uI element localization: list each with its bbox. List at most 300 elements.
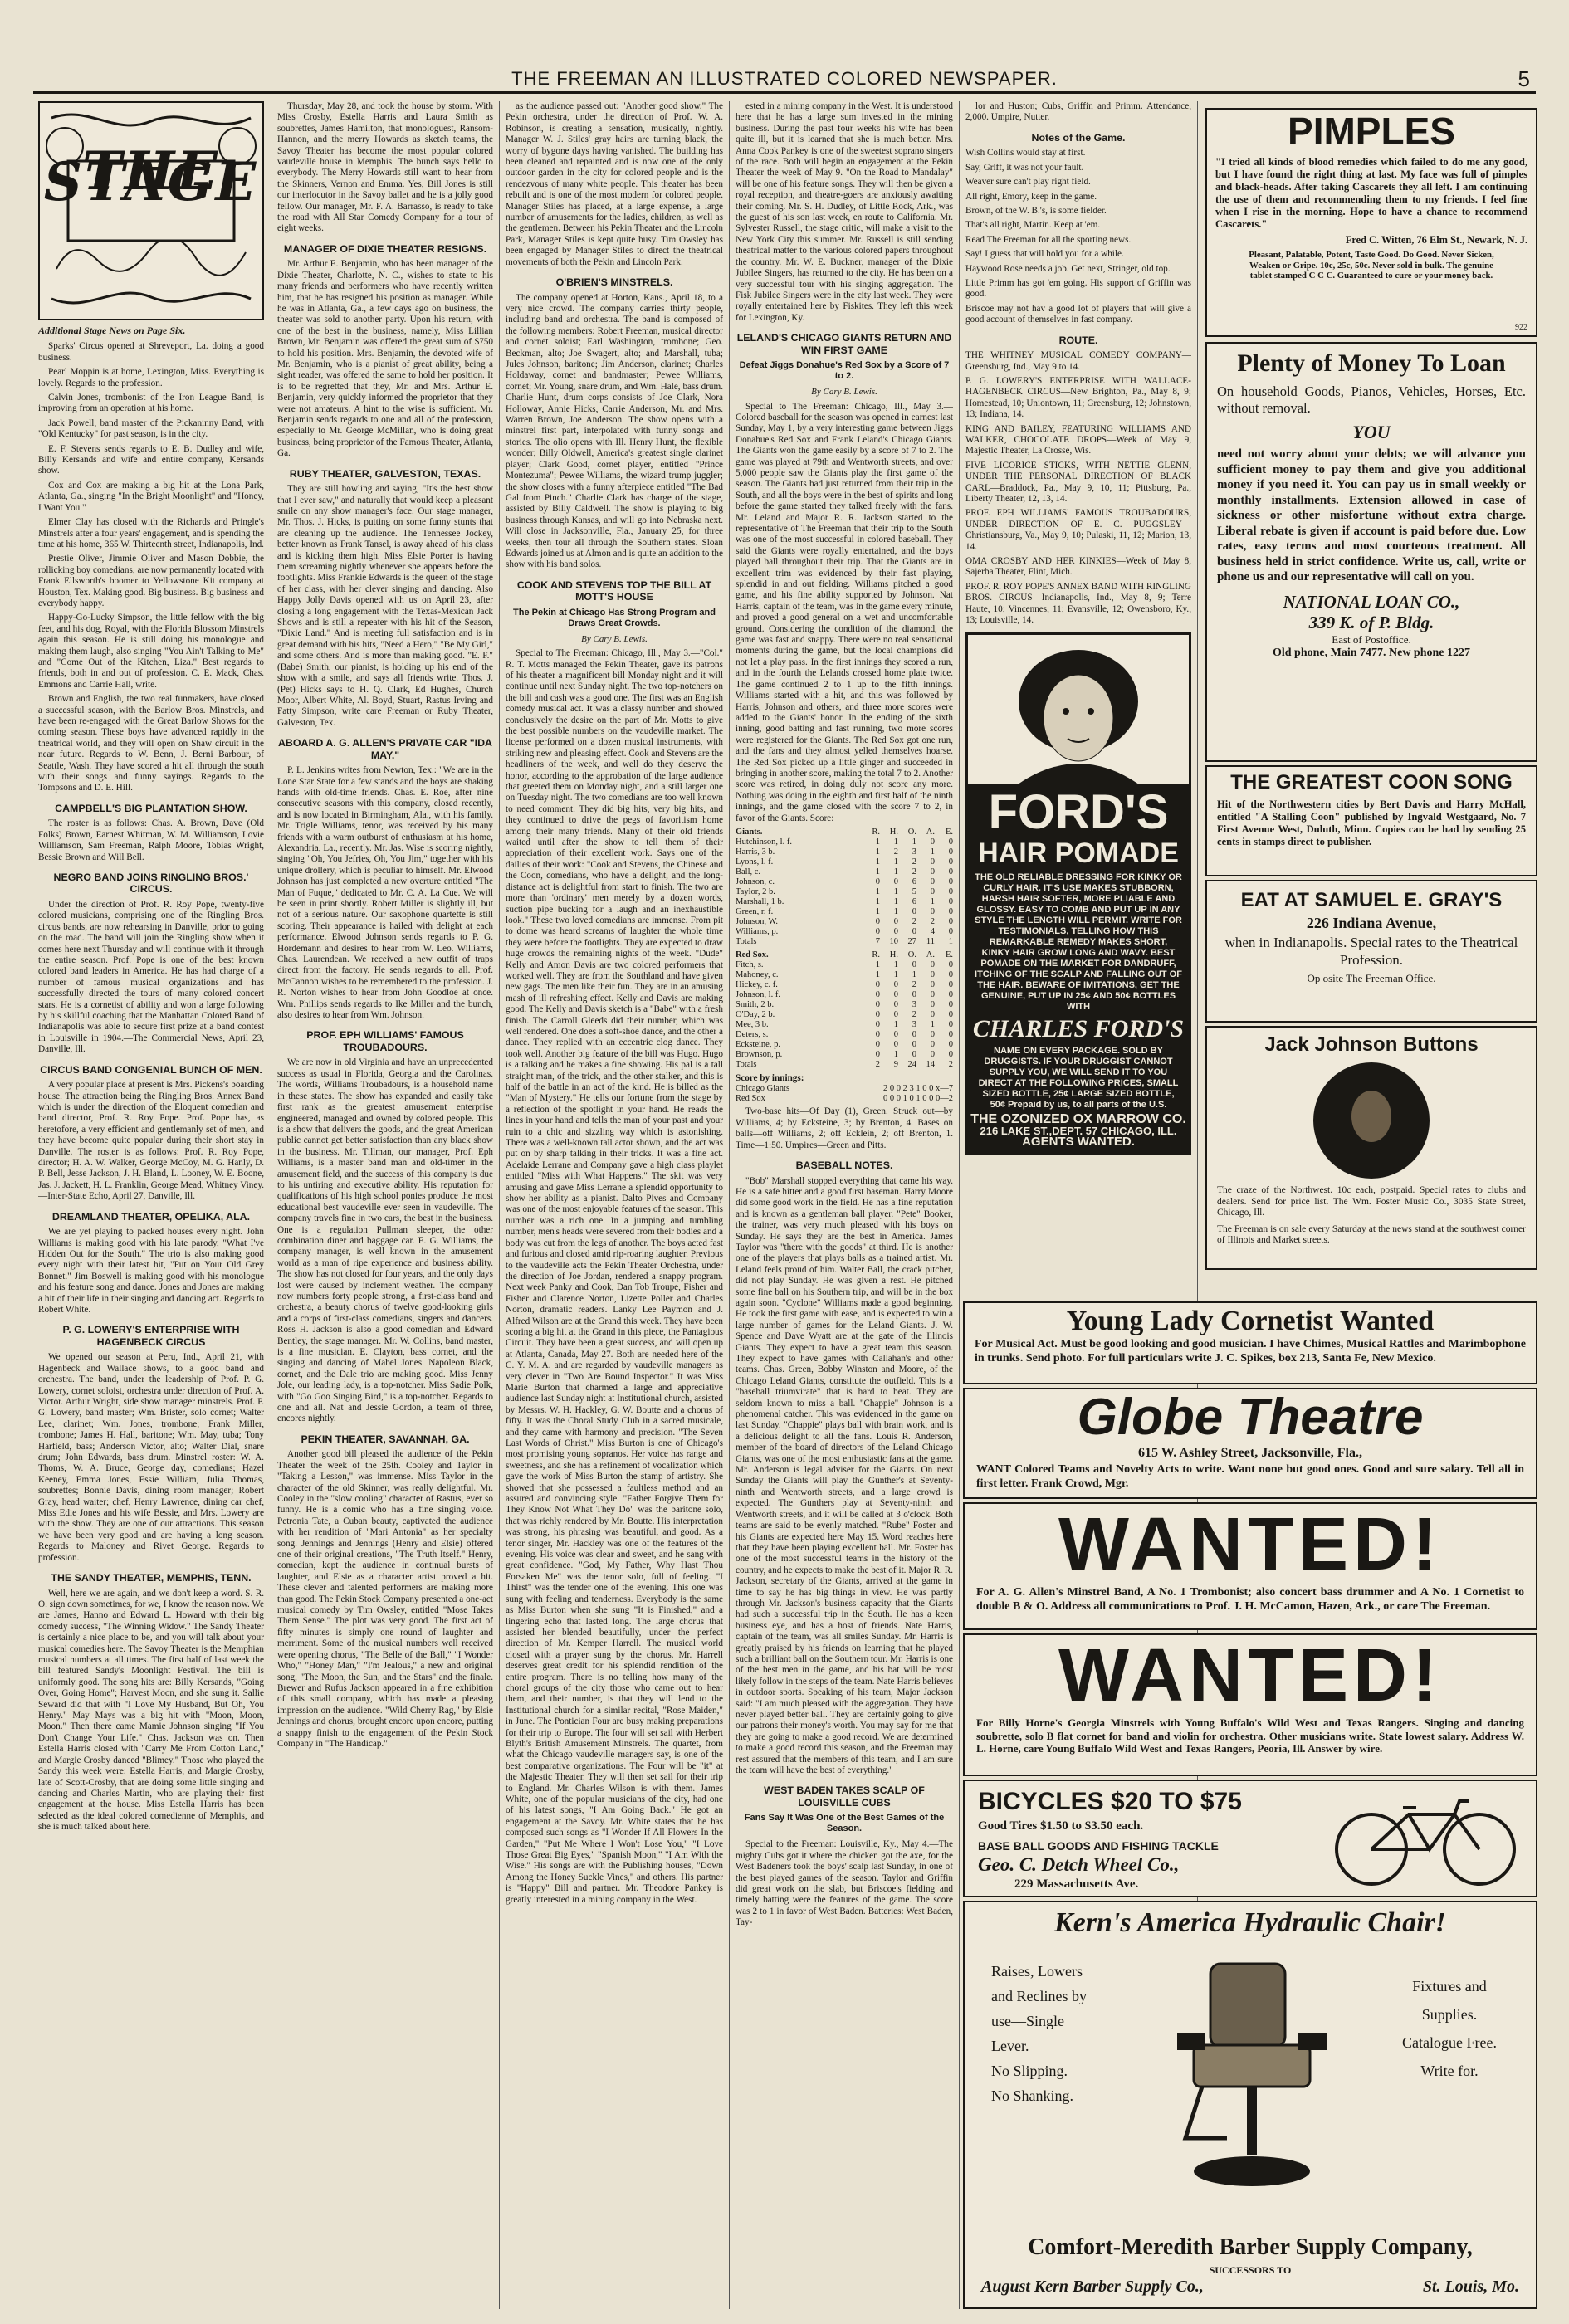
table-cell: 27	[907, 936, 916, 946]
table-cell: 0	[912, 1049, 916, 1059]
article-headline: CIRCUS BAND CONGENIAL BUNCH OF MEN.	[40, 1063, 262, 1076]
cornetist-title: Young Lady Cornetist Wanted	[1066, 1306, 1435, 1336]
article-headline: COOK AND STEVENS TOP THE BILL AT MOTT'S HOUSE	[516, 579, 712, 603]
brief-item: E. F. Stevens sends regards to E. B. Dudley and wife, Billy Kersands and wife and entire company, Kersands show.	[38, 443, 264, 476]
stat-header: H.	[889, 827, 898, 837]
table-cell: 0	[930, 906, 935, 916]
pimples-body: "I tried all kinds of blood remedies which failed to do me any good, but I have found the right thing at last. My face was full of pimples and black-heads. After taking Cascarets they all left. I am continuing the use of them and recommending them to my friends. I feel fine when I rise in the morning. Hope to have a chance to recommend Cascarets."	[1215, 156, 1527, 230]
table-cell: 0	[948, 876, 953, 886]
table-cell: Brownson, p.	[736, 1049, 783, 1059]
table-row	[736, 1094, 953, 1104]
table-cell: 2	[948, 1059, 953, 1069]
table-cell: 0	[930, 1039, 935, 1049]
stat-header: A.	[926, 950, 935, 959]
route-list	[965, 350, 1191, 626]
table-cell: 0	[930, 1049, 935, 1059]
article-text: We opened our season at Peru, Ind., April 21, with Hagenbeck and Wallace shows, to a good band and orchestra. The band, under the leadership of Prof. P. G. Lowery, cornet soloist, orchestra under direction of Prof. A. Victor. Arthur Wright, side show manager minstrels. Prof. P. G. Lowery, band master; Wm. Brister, solo cornet; Walter Lee, clarinet; Wm. Jones, trombone; Frank Miller, trombone; James H. Hall, baritone; Wm. May, tuba; Tony Harfield, bass; Anderson Victor, alto; Walter Dial, snare drum; John Edwards, bass drum. Minstrel roster: W. A. Thoms, W. A. Bruce, George day, comedians; Hazel Keeney, Emma Jones, Essie William, Julia Thomas, soubrettes; Bonnie Davis, dining room manager; Robert Gray, head waiter; chef, Henry Lawrence, dining car chef, Miss Edie Jones and his wife Bessie, and Mrs. Lowery are with the show. They are one of our attractions. This season we have been very good and are having a long season. Regards to Maloney and Rivet George. Regards to profession.	[38, 1352, 264, 1563]
article-text: The roster is as follows: Chas. A. Brown, Dave (Old Folks) Brown, Earnest Whitman, W. M. Williamson, Lovie Williamson, Sam Freeman, Ralph Moore, Tobias Wright, Bessie Brown and Will Bell.	[38, 818, 264, 862]
kern-successors: SUCCESSORS TO	[1209, 2264, 1292, 2276]
stat-header: A.	[926, 827, 935, 837]
box-header-row	[736, 828, 953, 837]
pimples-fine-print: Pleasant, Palatable, Potent, Taste Good. Do Good. Never Sicken, Weaken or Gripe. 10c, 25c, 50c. Never sold in bulk. The genuine tablet stamped C C C. Guaranteed to cure or your money back.	[1249, 250, 1494, 281]
table-cell: 0	[948, 926, 953, 936]
table-cell: 0	[893, 979, 898, 989]
article-headline: LELAND'S CHICAGO GIANTS RETURN AND WIN FIRST GAME	[736, 332, 952, 356]
table-cell: 1	[893, 837, 898, 847]
bicycle-icon	[1330, 1789, 1521, 1889]
bicycles-address: 229 Massachusetts Ave.	[1014, 1877, 1139, 1891]
article-headline: WEST BADEN TAKES SCALP OF LOUISVILLE CUBS	[764, 1784, 925, 1809]
game-note: Haywood Rose needs a job. Get next, Stringer, old top.	[965, 263, 1171, 274]
table-cell: Taylor, 2 b.	[736, 886, 775, 896]
table-cell: 2	[912, 1009, 916, 1019]
article-subhead: Fans Say It Was One of the Best Games of the Season.	[744, 1813, 945, 1834]
fords-body-2: NAME ON EVERY PACKAGE. SOLD BY DRUGGISTS. IF YOUR DRUGGIST CANNOT SUPPLY YOU, WE WILL SEND IT TO YOU DIRECT AT THE FOLLOWING PRICES, SMALL SIZED BOTTLE, 25¢ LARGE SIZED BOTTLE, 50¢ Prepaid by us, to all parts of the U.S.	[978, 1046, 1179, 1111]
table-cell: 2	[912, 916, 916, 926]
masthead-title: THE FREEMAN AN ILLUSTRATED COLORED NEWSPAPER.	[511, 68, 1058, 89]
route-entry: PROF. EPH WILLIAMS' FAMOUS TROUBADOURS, UNDER DIRECTION OF E. C. PUGGSLEY—Christiansburg, Va., May 9, 10; Pulaski, 11, 12; Marion, 13, 14.	[965, 508, 1191, 552]
table-cell: 1	[893, 867, 898, 876]
table-cell: 0	[893, 1039, 898, 1049]
the-stage-title: THE STAGE	[43, 140, 259, 214]
table-row	[736, 990, 953, 1000]
bicycles-goods: BASE BALL GOODS AND FISHING TACKLE	[978, 1839, 1219, 1853]
table-cell: 0	[948, 837, 953, 847]
table-row	[736, 857, 953, 867]
table-cell: 0	[930, 876, 935, 886]
table-cell: 0	[875, 989, 880, 999]
fords-agents: AGENTS WANTED.	[1022, 1135, 1135, 1150]
table-cell: 0	[948, 916, 953, 926]
gray-body: when in Indianapolis. Special rates to the Theatrical Profession.	[1224, 935, 1518, 968]
table-cell: 0	[948, 959, 953, 969]
brief-item: Jack Powell, band master of the Pickaninny Band, with "Old Kentucky" for past season, is in the city.	[38, 417, 264, 440]
column-2	[277, 101, 493, 2309]
table-cell: Hutchinson, l. f.	[736, 837, 792, 847]
route-entry: THE WHITNEY MUSICAL COMEDY COMPANY—Greensburg, Ind., May 9 to 14.	[965, 350, 1191, 372]
table-cell: 0	[893, 1029, 898, 1039]
table-cell: 0	[930, 1029, 935, 1039]
route-entry: FIVE LICORICE STICKS, WITH NETTIE GLENN, UNDER THE PERSONAL DIRECTION OF BLACK CARL—Braddock, Pa., May 9, 10, 11; Pittsburg, Pa., Liberty Theater, 12, 13, 14.	[965, 460, 1191, 504]
table-cell: 0	[948, 857, 953, 867]
article-text: Special to The Freeman: Chicago, Ill., May 3.—"Col." R. T. Motts managed the Pekin Theater, gave its patrons of his theater a magnificent bill Monday night and it will continue until next Sunday night. The two top-notchers on the bill and cash was a good one. The first was an English comedy musical act. It was a classy number and showed conclusively the desire on the part of Mr. Motts to give the best possible numbers on the vaudeville market. The license performed on a dozen musical instruments, with striking new and pleasing effect. Cook and Stevens are the headliners of the week, and well do they deserve the honor, according to the approbation of the large audience that greeted them on Monday night, and a still larger one on Tuesday night. The two comedians are too well known to need comment. They did big hits, very big hits, and they continued to drive the pegs of favoritism home among their many friends. Many of their old friends waited until after the show to tell them of their appreciation of their excellent work. Says one of the dailies of their work: "Cook and Stevens, the Chinese and the Coon, comedians, who have a delight, and the long-distance act is delightful from start to finish. The two are more than 'ordinary' men merely by a dozen words, suction pipe bucking for a laugh and an inexhaustible look." These two loved comedians are immense. From pit to dome was heard screams of laughter the whole time they were before the footlights. They are expected to draw huge crowds the remaining nights of the week. "Dude" Kelly and Amon Davis are two colored performers that worked well. They are from the Southland and have given new gags. The men like their fun. They are in an amusing mash of ill refreshing effect. Kelly and Davis are making good. The Kelly and Davis sketch is a "Babe" with a fresh finish. The Carroll Gleeds did their number, which was well rendered. One does a soft-shoe dance, and the other a dance. They replied with an eccentric clog dance. They took well. Another big feature of the bill was Hugo. Hugo is a talking and he makes a fine showing. His pal is a tall straight man, of the trick, and the other stalker, and this is half of the battle in an act of the kind. He is billed as the "Man of Mystery." He tells our fortune from the stage by a reflection of the spotlight in your hand. He reads the lines in your hand and tells the man of your past and your ruin to a chic and sizzling way which is astonishing. There was a well-known tall actor shown, and the act was put on by sharp talking in their tricks. It was a fine act. Adelaide Lerrane and Company gave a high class playlet entitled "Miss with What Happens." The skit was very amusing and gave Miss Lerrane a splendid opportunity to show her ability as a pianist. Dalto Pives and Company was one of the most enjoyable features of the season. This number was a rich one. In a jumping and tumbling number, men's heads were severed from their bodies and a body was cut from the legs of another. The boys acted fast and furious and closed amid rip-roaring laughter. Previous to the vaudeville acts the Pekin Theater Orchestra, under the direction of Joe Jordan, rendered a snappy program. Next week Panky and Cook, Dan Tob Troupe, Fisher and Fisher and Clarence Norton, Lizette Poller and Charles Norton, dramatic readers. Lanky Lee Paymon and J. Alfred Wilson are at the Grand this week. They have been scoring a big hit at the Grand in this piece, the Pantagious Circuit. They have been a great success, and will open up at Atlanta, Canada, May 27. Both are needed here of the C. Y. M. A. and are regarded by vaudeville managers as very clever in "Two Are Bound Inspector." It was Miss Marie Burton that charmed a large and appreciative audience last Sunday night at Institutional church, assisted by Messrs. W. H. Hackley, G. W. Boutte and a chorus of fifty. It was the Choral Study Club in a sacred musicale, and they came with harmony and precision. "The Seven Last Words of Christ." Miss Burton is one of Chicago's most promising young sopranos. Her voice has range and sweetness, and she has a refinement of vocalization which gave the work of Miss Burton the stamp of artistry. She showed that she possessed a faultless method and an assured and convincing style. "Father Forgive Them for They Know Not What They Do" was the baritone solo, that was richly rendered by Mr. Boutte. His interpretation was strong, his phrasing was beautiful, and good. As a tenor singer, Mr. Hackley was one of the features of the evening. His voice was clear and sweet, and he sang with great confidence. "God, My Father, Why Hast Thou Forsaken Me" was the tenor solo, full of feeling. "I Thirst" was the tender one of the evening. This one was sung with feeling and tenderness. Everybody is the same as Miss Burton when she sung "It is Finished," and a lingering echo that lasted long. The large chorus that assisted her blended beautifully, under the perfect direction of Mr. Kemper Harrell. The musical world closed with a prayer sung by the chorus. Mr. Harrell deserves great credit for his splendid rendition of the entire program. There is no telling how many of the choral groups of the city those who came out to hear them, and their number, is that they will lend to the Institutional church for a similar recital, "Rose Maiden," in June. The Pontician Four are busy making preparations for their trip to Europe. The four will set sail with Herbert Blyth's British Amusement Minstrels. The quartet, from what the Chicago vaudeville managers say, is one of the best comparative organizations. The Four will be "it" at the Majestic Theater. They will then set sail for their trip to England. Mr. Charles Wilson is with them. James White, one of the popular musicians of the city, had one of his latest songs, "I Am Going Back." He got an engagement at the Savoy. Mr. White states that he has composed such songs as "I Wonder If All Flowers In the Garden," "Put Me Where I Won't Lose You," "I Love Those Great Big Eyes," "Spanish Moon," "I Am With the Wise." His songs are with the Publishing houses, "Down Among the Honey Suckle Vines," and others. His partner is "Happy" Bill and partner. Mr. Theodore Pankey is greatly interested in a mining company in the West.	[506, 648, 723, 1905]
table-cell: 1	[875, 969, 880, 979]
article-headline: ROUTE.	[1058, 334, 1098, 346]
table-cell: 4	[930, 926, 935, 936]
the-stage-header	[38, 101, 264, 320]
article-headline: RUBY THEATER, GALVESTON, TEXAS.	[289, 467, 481, 480]
route-entry: P. G. LOWERY'S ENTERPRISE WITH WALLACE-HAGENBECK CIRCUS—New Brighton, Pa., May 8, 9; Homestead, 10; Uniontown, 11; Greensburg, 12; Johnstown, 13; Indiana, 14.	[965, 375, 1191, 420]
game-note: Read The Freeman for all the sporting news.	[965, 234, 1132, 245]
innings-label: Score by innings:	[736, 1072, 804, 1083]
table-cell: Deters, s.	[736, 1029, 769, 1039]
table-cell: 1	[912, 837, 916, 847]
kern-chair-ad	[963, 1901, 1537, 2309]
article-text: Special to the Freeman: Louisville, Ky., May 4.—The mighty Cubs got it where the chicken got the axe, for the West Badeners took the boys' scalp last Sunday, in one of the best played games of the season. Taylor and Griffin did great work on the slab, but Briscoe's fielding and timely batting were the features of the game. The score was 2 to 1 in favor of West Baden. Batteries: West Baden, Tay-	[736, 1839, 953, 1928]
stat-header: H.	[889, 950, 898, 959]
table-cell: 0	[893, 876, 898, 886]
table-cell: 1	[930, 1019, 935, 1029]
coon-title: THE GREATEST COON SONG	[1230, 771, 1513, 793]
table-cell: 0	[912, 906, 916, 916]
table-cell: 1	[893, 969, 898, 979]
article-text: lor and Huston; Cubs, Griffin and Primm. Attendance, 2,000. Umpire, Nutter.	[965, 101, 1191, 123]
table-cell: 0	[875, 1029, 880, 1039]
samuel-gray-ad	[1205, 880, 1537, 1023]
table-cell: 0	[912, 959, 916, 969]
fords-subtitle: HAIR POMADE	[978, 837, 1179, 870]
wanted-body: For Billy Horne's Georgia Minstrels with Young Buffalo's Wild West and Texas Rangers. Singing and dancing soubrette, solo B flat cornet for band and violin for orchestra. Other musicians write. State lowest salary. Address W. L. Horne, care Young Buffalo Wild West and Texas Rangers, Peoria, Ill. Answer by wire.	[976, 1716, 1524, 1755]
table-cell: 0	[948, 906, 953, 916]
brief-item: Prestie Oliver, Jimmie Oliver and Mason Dobbie, the rollicking boy comedians, are now permanently located with Frank Ellsworth's boomer to Yellowstone Kit company at Houston, Tex. Making good. Big business. Big business and everybody happy.	[38, 554, 264, 608]
box-score-redsox	[736, 950, 953, 1070]
table-row	[736, 867, 953, 877]
game-note: Brown, of the W. B.'s, is some fielder.	[965, 205, 1107, 216]
table-row	[736, 847, 953, 857]
brief-item: Calvin Jones, trombonist of the Iron League Band, is improving from an operation at his home.	[38, 393, 264, 414]
table-cell: 1	[875, 959, 880, 969]
globe-body: WANT Colored Teams and Novelty Acts to write. Want none but good ones. Good and sure salary. Tell all in first letter. Frank Crowd, Mgr.	[976, 1463, 1524, 1490]
table-cell: 0	[948, 1049, 953, 1059]
table-cell: 0	[948, 969, 953, 979]
table-cell: Lyons, l. f.	[736, 857, 774, 867]
table-cell: 3	[912, 847, 916, 857]
table-cell: 0	[930, 857, 935, 867]
route-entry: KING AND BAILEY, FEATURING WILLIAMS AND WALKER, CHOCOLATE DROPS—Week of May 9, Majestic Theater, La Crosse, Wis.	[965, 423, 1191, 456]
article-text: Well, here we are again, and we don't keep a word. S. R. O. sign down sometimes, for we, I know the reason now. We are James, Hanno and Edward L. Howard with their big comedy success, "The Winning Widow." The Sandy Theater is certainly a nice place to be, and you will talk about your musical comedies here. The Savoy Theater is the Memphian musical numbers at all times. The first half of last week the bill featured Sandy's Moonlight Festival. The bill is uniformly good. The song hits are: Billy Kersands, "Going Over, Going Home"; Harvest Moon, and she sung it. Sallie Seward did that with "I Love My Husband, But Oh, You Henry." May Mays was a big hit with "Moon, Moon, Moon." Then there came Mamie Johnson singing "If You Don't Change Your Life." Chas. Jackson was on. Then Estella Harris closed with "Carry Me From Cotton Land," and Margie Crosby danced "Blimey." Those who played the Sandy this week were: Estella Harris, and Margie Crosby, late of Scott-Crosby, that are doing some little singing and dancing and Charles Martin, who are playing their first engagement at the house. Miss Estella Harris has been selected as the ideal colored comedienne of Memphis, and she is much talked about here.	[38, 1588, 264, 1833]
bicycles-title: BICYCLES $20 TO $75	[978, 1788, 1242, 1815]
table-cell: 0	[875, 1049, 880, 1059]
table-cell: 0	[930, 969, 935, 979]
kern-supply: Supplies.	[1421, 2006, 1478, 2023]
article-text: We are yet playing to packed houses every night. John Williams is making good with his late parody, "What I've Hidden Out for the South." The trio is also making good every night with their latest hit, "Put on Your Old Grey Bonnet." Jim Boswell is making good with his monologue and his feature song and dance. Jones and Jones are making a hit of their life in their singing and dancing act. Regards to Robert White.	[38, 1227, 264, 1315]
money-body-1: On household Goods, Pianos, Vehicles, Horses, Etc. without removal.	[1217, 383, 1526, 416]
barber-chair-icon	[1152, 1947, 1351, 2213]
table-cell: 0	[875, 1019, 880, 1029]
col3-articles	[506, 101, 723, 1906]
table-cell: Mee, 3 b.	[736, 1019, 769, 1029]
column-4	[736, 101, 953, 2309]
table-row	[736, 960, 953, 970]
table-row	[736, 980, 953, 990]
money-title: Plenty of Money To Loan	[1237, 349, 1506, 377]
table-cell: 0	[893, 989, 898, 999]
table-cell: 5	[912, 886, 916, 896]
jack-johnson-buttons-ad	[1205, 1026, 1537, 1270]
table-cell: Totals	[736, 1059, 757, 1069]
money-east: East of Postoffice.	[1332, 632, 1411, 646]
table-cell: 10	[889, 936, 898, 946]
fords-maker: THE OZONIZED OX MARROW CO.	[970, 1112, 1186, 1127]
table-cell: Hickey, c. f.	[736, 979, 778, 989]
table-cell: 0	[930, 959, 935, 969]
article-text: "Bob" Marshall stopped everything that came his way. He is a safe hitter and a good first baseman. Harry Moore did some good work in the field. He has a fine reputation and is known as a gentleman ball player. "Pete" Booker, the trainer, was very much pleased with his boys on Sunday. He says they are the best in America. James Taylor was "there with the goods" at third. He is another one of the players that plays balls as a trained artist. Mr. Leland feels proud of him. Walter Ball, the crack pitcher, did not play Sunday. He was given a rest. He pitched some fine ball on his Southern trip, and will be in the box again soon. "Cyclone" Williams made a good beginning. He took the first game with ease, and is expected to win a large number of games for the Leland Giants. J. W. Spence and Dave Wyatt are at the gate of the Illinois Giants. They expect to have a great team this season. They expect to have games with Callahan's and other teams. Chas. Green, Bobby Winston and Moore, of the Chicago Leland Giants, constitute the outfield. This is a "baseball triumvirate" that is hard to beat. They are seldom known to miss a ball. "Chappie" Johnson is a phenomenal catcher. This was evidenced in the game on last Sunday. "Chappie" plays ball with brain work, and is a delicious delight to all the fans. Louis R. Anderson, member of the board of directors of the Leland Chicago Giants, was one of the most enthusiastic fans at the game. Mr. Anderson is legal adviser for the Giants. On next Sunday the Giants will play the Gunther's at Seventy-ninth and Wentworth streets, and a large crowd is expected. The Gunthers play at Seventy-ninth and Wentworth streets, and it will be called at 3 o'clock. Both teams are said to be evenly matched. "Rube" Foster and his Giants are expected here May 15. Word reaches here that they have been playing excellent ball. Mr. Foster has one of the most successful teams in the history of the country, and he expects to make the best of it. Major R. R. Jackson, secretary of the Giants, arrived at the game in time to say he has big things in view. He was partly through Mr. Jackson's business capacity that the Giants had such a successful trip in the South. He has a keen business eye, and has a host of friends. Nate Harris, captain of the team, was all smiles Sunday. Mr. Harris is greatly praised by his friends on learning that he played such a brilliant ball on the Southern tour. Mr. Harris is one of the best men in the game, and his bat will be most likely follow in the steps of the team. Nate Harris believes in outdoor sports. Speaking of his team, Major Jackson said: "I am much pleased with the aggregation. They have never played better ball. They are certainly going to give our patrons their money's worth. You may say for me that they are going to make a good record. We are determined to make a good record this season, and the Freeman may rest assured that the members of this team, and I am sure the team will have the best of everything."	[736, 1175, 953, 1776]
kern-footer-right: St. Louis, Mo.	[1422, 2278, 1519, 2296]
article-headline: PEKIN THEATER, SAVANNAH, GA.	[301, 1433, 470, 1445]
article-text: Special to The Freeman: Chicago, Ill., May 3.—Colored baseball for the season was opened in earnest last Sunday, May 1, by a very interesting game between Jiggs Donahue's Red Sox and Frank Leland's Chicago Giants. The Giants won the game easily by a score of 7 to 2. The game was played at 79th and Wentworth streets, and over 5,000 people saw the Giants play the first game of the season. The Giants had just returned from their trip in the South, and all the boys were in the best of spirits and long before the game started they talked freely with the fans. Mr. Leland and Major R. R. Jackson started to the representative of The Freeman that their trip to the South was one of the most successful in colored baseball. They said the Giants were royally entertained, and the boys played ball throughout their trip. That the Giants are in excellent trim was evidenced by their fast playing, splendid in and out fielding. Williams pitched a good game, and his fine ability supported by Johnson. Nat Harris, captain of the team, was in the game every minute, and proved a good general on a wet and uncomfortable ground. Considering the condition of the diamond, the game was fast and snappy. There were no real sensational moments during the game, but the local champions did not let a play pass. In the first innings they scored a run, and in the fourth the Lelands crossed home plate twice. The game continued 2 to 1 up to the fifth innings. Williams started with a hit, and this was followed by Harris, Johnson and others, and three more scores were added to the Giants' honor. In the ending of the sixth inning, good batting and fast running, two more scores were registered for the Giants. The Red Sox got one run, and the fans and they almost yelled themselves hoarse. The Red Sox picked up a little ginger and succeeded in bringing in another score, making the total 7 to 2. Another score was retired, in doing duly not score any more. Nothing was doing in the eighth and first half of the ninth innings, and the game closed with the score 7 to 2, in favor of the Giants. Score:	[736, 401, 953, 823]
table-cell: 1	[930, 847, 935, 857]
table-cell: 1	[875, 847, 880, 857]
route-entry: PROF. R. ROY POPE'S ANNEX BAND WITH RINGLING BROS. CIRCUS—Indianapolis, Ind., May 8, 9; Terre Haute, 10; Vincennes, 11; Evansville, 12; Owensboro, Ky., 13; Louisville, 14.	[965, 581, 1191, 626]
stat-header: E.	[945, 827, 953, 837]
table-cell: 14	[926, 1059, 935, 1069]
table-cell: Green, r. f.	[736, 906, 774, 916]
article-headline: THE SANDY THEATER, MEMPHIS, TENN.	[51, 1572, 252, 1584]
table-cell: 6	[912, 896, 916, 906]
article-text: Under the direction of Prof. R. Roy Pope, twenty-five colored musicians, comprising one of the Ringling Bros. circus bands, are now rehearsing in Danville, prior to going on the road. The band will join the Ringling show when it comes here next Thursday and will continue with it through the entire season. Prof. Pope is one of the best known colored band leaders in America. He has had charge of a number of famous musical organizations and has successfully directed the tours of many colored concert stars. He is a cornetist of ability and won a large following by his skillful coaching that the Manhattan Colored Band of Indianapolis was able to secure first prize at a band contest in Louisville in 1904.—The Commercial News, April 23, Danville, Ill.	[38, 899, 264, 1055]
table-cell: Red Sox	[736, 1094, 765, 1104]
article-text: A very popular place at present is Mrs. Pickens's boarding house. The attraction being the Ringling Bros. Annex Band which is under the direction of the Eloquent comedian and band director, Prof. R. Roy Pope. Prof. Pope has, as heretofore, a very efficient and gentlemanly set of men, and they have become quite popular during their short stay in Danville. The roster is as follows: Prof. R. Roy Pope, director; H. A. W. Walker, George McCoy, M. G. Hanly, D. P. Bell, Jesse Jackson, J. H. Bland, L. Looney, W. E. Boone, Jas. J. Jackett, H. L. Franklin, George Mead, Whitney Viney.—Inter-State Echo, April 27, Danville, Ill.	[38, 1080, 264, 1202]
bicycles-tires: Good Tires $1.50 to $3.50 each.	[978, 1819, 1144, 1833]
globe-address: 615 W. Ashley Street, Jacksonville, Fla.,	[1138, 1446, 1362, 1460]
table-cell: 2	[893, 847, 898, 857]
article-headline: Notes of the Game.	[1031, 131, 1126, 144]
table-cell: Fitch, s.	[736, 959, 764, 969]
pimples-ad	[1205, 108, 1537, 337]
box-header-row	[736, 950, 953, 960]
article-text: as the audience passed out: "Another good show." The Pekin orchestra, under the direction of Prof. W. A. Robinson, is creating a sensation, musically, nightly. Manager W. J. Stiles' gray hairs are turning black, the worry of bygone days having vanished. The building has been cleaned and repainted and is now one of the only outdoor garden in the city for colored people and is the rendezvous of many white people. This theater has been rebuilt and is one of the most modern for colored people. Manager Stiles has placed, at a large expense, a large number of amusements for the ladies, children, as well as the gentlemen. Between his Pekin Theater and the Lincoln Park, Manager Stiles is kept quite busy. Tim Owsley has been engaged by Manager Stiles to direct the theatrical movements of both the Pekin and Lincoln Park.	[506, 101, 723, 267]
column-rule	[499, 101, 500, 2309]
kern-feature: Lever.	[991, 2038, 1029, 2054]
article-headline: P. G. LOWERY'S ENTERPRISE WITH HAGENBECK CIRCUS	[62, 1324, 240, 1348]
table-cell: 0	[948, 979, 953, 989]
table-cell: 1	[893, 896, 898, 906]
table-cell: 0	[948, 989, 953, 999]
game-note: Weaver sure can't play right field.	[965, 177, 1091, 188]
table-cell: 0	[875, 1039, 880, 1049]
table-cell: 0 0 0 1 0 1 0 0 0—2	[883, 1094, 953, 1104]
table-cell: 2	[912, 867, 916, 876]
table-cell: 0	[948, 1029, 953, 1039]
column-1	[38, 101, 264, 2309]
table-cell: 0	[948, 867, 953, 876]
article-headline: PROF. EPH WILLIAMS' FAMOUS TROUBADOURS.	[306, 1029, 464, 1053]
table-cell: 3	[912, 999, 916, 1009]
table-row	[736, 917, 953, 927]
game-note: Wish Collins would stay at first.	[965, 148, 1086, 159]
wanted-ad-horne	[963, 1633, 1537, 1776]
article-text: ested in a mining company in the West. It is understood here that he has a large sum invested in the mining business. During the past four weeks his wife has been quite ill, but it is learned that she is much better. Mrs. Anna Cook Pankey is one of the sweetest soprano singers of the race. Both will begin an engagement at the Pekin Theater the week of May 9. "On the Road to Mandalay" will be one of his feature songs. They will then be given a royal reception, and theatre-goers are anxiously awaiting their coming. Mr. S. H. Dudley, of Little Rock, Ark., was the guest of his son last week, en route to California. Mr. Sylvester Russell, the stage critic, will make a visit to the New York City this summer. Mr. Russell is still sending theatrical matter to the various colored papers throughout the country. Mr. W. E. Buckner, manager of the Dixie Jubilee Singers, has returned to the city. He has been on a very successful tour with his singing aggregation. The Fisk Jubilee Singers were in the city last week. They were royally entertained here by Fiskites. They left this week for Lexington, Ky.	[736, 101, 953, 323]
table-cell: 3	[912, 1019, 916, 1029]
kern-title: Kern's America Hydraulic Chair!	[1054, 1907, 1446, 1938]
kern-company: Comfort-Meredith Barber Supply Company,	[1028, 2234, 1473, 2260]
kern-supplies	[1370, 1974, 1519, 2087]
gray-opposite: Op osite The Freeman Office.	[1307, 972, 1436, 984]
table-cell: 1	[893, 1019, 898, 1029]
table-cell: Totals	[736, 936, 757, 946]
table-cell: 0	[930, 1009, 935, 1019]
table-cell: 0	[930, 886, 935, 896]
article-subhead: Defeat Jiggs Donahue's Red Sox by a Score of 7 to 2.	[739, 360, 950, 382]
table-cell: Ecksteine, p.	[736, 1039, 780, 1049]
table-cell: Harris, 3 b.	[736, 847, 775, 857]
table-row	[736, 837, 953, 847]
column-rule	[959, 101, 960, 2309]
table-cell: 0	[875, 876, 880, 886]
table-cell: 1	[948, 936, 953, 946]
table-cell: Mahoney, c.	[736, 969, 779, 979]
masthead	[33, 58, 1536, 94]
jack-johnson-portrait-icon	[1313, 1062, 1430, 1179]
table-cell: 1	[912, 969, 916, 979]
table-cell: 0	[893, 1009, 898, 1019]
article-headline: MANAGER OF DIXIE THEATER RESIGNS.	[283, 242, 487, 255]
article-text: We are now in old Virginia and have an unprecedented success as usual in Florida, Georgia and the Carolinas. The words, Williams Troubadours, is a household name in these states. The show has expanded and easily take first rank as the greatest amusement enterprise engineered, managed and owned by colored people. This is a show that delivers the goods, and the great American public cannot get better satisfaction than any black show in the business. Mr. Tillman, our manager, Prof. Eph Williams, is a master band man and old-timer in the amusement field, and the success of this company is due to his untiring and executive ability. His reputation for qualifications of his high school ponies produce the most educational best vaudeville ever seen in vaudeville. The company travels fine in two cars, the best in the business. One is a regulation Pullman sleeper, the other combination diner and baggage car. E. G. Williams, the company manager, is well known in the amusement world as a man of ripe experience and business ability. The show has not closed for four years, and the only days lost were caused by inclement weather. The company now numbers forty people strong, a first-class band and orchestra, a beauty chorus of twelve good-looking girls and a corps of first-class comedians, singers and dancers. Ross H. Jackson is also a good comedian and Edward Bentley, the stage manager. Mr. W. Collins, band master, is a fine musician. E. Clayton, bass cornet, and the singing and dancing of Mabel Jones. Napoleon Black, cornet, and the Dale trio are making good. Miss Jenny Jole, our leading lady, is a top-notcher. Miss Sadie Polk, with "Go Goo Singing Bird," is a top-notcher. Regards to one and all. Nat and Jessie Gordon, a team of three, encores nightly.	[277, 1057, 493, 1424]
table-cell: 0	[948, 1009, 953, 1019]
table-cell: 0	[948, 999, 953, 1009]
table-cell: 0	[893, 926, 898, 936]
wanted-title: WANTED!	[1058, 1634, 1442, 1717]
game-note: Say, Griff, it was not your fault.	[965, 162, 1084, 173]
stat-header: R.	[872, 827, 880, 837]
coon-song-ad	[1205, 765, 1537, 876]
game-note: Little Primm has got 'em going. His support of Griffin was good.	[965, 277, 1191, 300]
table-row	[736, 1030, 953, 1040]
table-cell: 1	[875, 857, 880, 867]
table-row	[736, 1050, 953, 1060]
brief-item: Cox and Cox are making a big hit at the Lona Park, Atlanta, Ga., singing "In the Bright Moonlight" and "Honey, I Want You."	[38, 480, 264, 513]
game-notes-list	[965, 148, 1191, 325]
pimples-code: 922	[1515, 323, 1527, 332]
table-cell: 1	[893, 1049, 898, 1059]
table-cell: 0	[948, 1019, 953, 1029]
kern-feature: No Shanking.	[991, 2087, 1073, 2104]
money-you: YOU	[1352, 422, 1391, 442]
table-cell: 7	[875, 936, 880, 946]
kern-supply: Write for.	[1420, 2063, 1479, 2079]
innings-table	[736, 1084, 953, 1104]
article-text: Mr. Arthur E. Benjamin, who has been manager of the Dixie Theater, Charlotte, N. C., wishes to state to his many friends and performers who have recently written him, that he has resigned his position as manager. While he was in Atlanta, Ga., a few days ago on business, the theater was sold to another party. Upon his return, with one of the best in the business, namely, Miss Lillian Brown, Mr. Benjamin was offered the great sum of $750 to hold his position. Mrs. Benjamin, the devoted wife of Mr. Benjamin, who is a pianist of great ability, being a sight reader, was offered the same to hold her position. It is to be regretted that they, Mr. and Mrs. Arthur E. Benjamin, very quickly informed the proprietor that they were not amateurs. A hint to the wise is sufficient. Mr. Benjamin sends regards to one and all of the profession, especially to Mr. George McMillan, who is doing great business, being proprietor of the Famous Theater, Atlanta, Ga.	[277, 259, 493, 459]
gray-address: 226 Indiana Avenue,	[1306, 915, 1437, 931]
table-cell: Ball, c.	[736, 867, 761, 876]
coon-body: Hit of the Northwestern cities by Bert Davis and Harry McHall, entitled "A Stalling Coon" published by Ingvald Westgaard, No. 7 First Avenue West, Duluth, Minn. Copies can be had by sending 25 cents in stamps direct to publisher.	[1217, 798, 1526, 847]
table-cell: O'Day, 2 b.	[736, 1009, 775, 1019]
table-cell: 0	[948, 886, 953, 896]
kern-feature: No Slipping.	[991, 2063, 1068, 2079]
table-cell: 0	[930, 999, 935, 1009]
fords-signature: CHARLES FORD'S	[972, 1015, 1185, 1043]
table-cell: 0	[893, 916, 898, 926]
brief-item: Pearl Moppin is at home, Lexington, Miss. Everything is lovely. Regards to the profession.	[38, 367, 264, 388]
table-cell: 0	[912, 1039, 916, 1049]
freeman-sale-note: The Freeman is on sale every Saturday at the news stand at the southwest corner of Illinois and Market streets.	[1217, 1223, 1526, 1245]
bicycles-company: Geo. C. Detch Wheel Co.,	[978, 1854, 1180, 1875]
kern-supply: Fixtures and	[1412, 1978, 1487, 1994]
woman-portrait-icon	[968, 635, 1189, 784]
table-cell: 0	[912, 926, 916, 936]
table-cell: Williams, p.	[736, 926, 779, 936]
box-score-giants	[736, 828, 953, 947]
table-row	[736, 907, 953, 917]
table-cell: 0	[930, 867, 935, 876]
brief-item: Brown and English, the two real funmakers, have closed a successful season, with the Barlow Bros. Minstrels, and have been re-engaged with the Great Barlow Shows for the coming season. These boys have advanced rapidly in the theatrical world, and they will open on Shaw circuit in the near future. Regards to W. Benn, J. Berni Barbour, of Seattle, Wash. They have scored a hit all through the south with their songs and funny sayings. Regards to the Tompsons and D. E. Hill.	[38, 694, 264, 793]
table-cell: 0	[930, 989, 935, 999]
table-cell: 2	[875, 1059, 880, 1069]
pimples-title: PIMPLES	[1288, 110, 1455, 153]
table-cell: 1	[875, 906, 880, 916]
team-name: Giants.	[736, 827, 763, 837]
kern-features	[981, 1960, 1147, 2110]
article-headline: DREAMLAND THEATER, OPELIKA, ALA.	[51, 1210, 251, 1223]
page-number: 5	[1518, 66, 1531, 91]
kern-feature: and Reclines by	[991, 1988, 1087, 2004]
table-cell: 1	[875, 886, 880, 896]
money-phones: Old phone, Main 7477. New phone 1227	[1272, 646, 1471, 659]
game-note: That's all right, Martin. Keep at 'em.	[965, 220, 1101, 231]
table-cell: 1	[930, 896, 935, 906]
stat-header: O.	[907, 950, 916, 959]
stat-header: E.	[945, 950, 953, 959]
fords-title: FORD'S	[988, 785, 1169, 840]
col2-articles	[277, 101, 493, 1750]
article-headline: CAMPBELL'S BIG PLANTATION SHOW.	[55, 802, 247, 814]
table-cell: Marshall, 1 b.	[736, 896, 784, 906]
article-headline: BASEBALL NOTES.	[795, 1160, 893, 1171]
table-cell: 1	[893, 959, 898, 969]
article-headline: ABOARD A. G. ALLEN'S PRIVATE CAR "IDA MAY."	[277, 737, 492, 761]
table-cell: 11	[926, 936, 935, 946]
wanted-body: For A. G. Allen's Minstrel Band, A No. 1 Trombonist; also concert bass drummer and A No. 1 Cornetist to double B & O. Address all communications to Prof. J. H. McCamon, Hazen, Ark., or care The Freeman.	[976, 1586, 1524, 1613]
table-cell: 1	[893, 857, 898, 867]
table-cell: 1	[875, 896, 880, 906]
wanted-ad-allen	[963, 1502, 1537, 1630]
table-cell: 0	[875, 916, 880, 926]
cornetist-body: For Musical Act. Must be good looking and good musician. I have Chimes, Musical Rattles and Marimbophone in trunks. Send photo. For full particulars write J. C. Spikes, box 213, Santa Fe, New Mexico.	[975, 1338, 1526, 1365]
stat-header: O.	[907, 827, 916, 837]
article-subhead: The Pekin at Chicago Has Strong Program and Draws Great Crowds.	[513, 607, 716, 628]
table-cell: Johnson, c.	[736, 876, 775, 886]
article-text: The company opened at Horton, Kans., April 18, to a very nice crowd. The company carries thirty people, including band and orchestra. The band is composed of the following members: Robert Freeman, musical director and cornet soloist; Earl Washington, trombone; Geo. Beckman, alto; Joe Swagert, alto; and Marshall, tuba; Jules Johnson, baritone; Jim Anderson, clarinet; Charles Holdaway, cornet and bandmaster; Pewee Williams, cornet; Mr. Young, snare drum, and Wm. Hale, bass drum. Charlie Hunt, drum corps consists of Joe Clark, Nora Holloway, Annie Hicks, Carrie Anderson, Mr. and Mrs. Warren Brown, Joe Anderson. The show opens with a minstrel first part, interpolated with funny songs and stories. The olio opens with Ill. Henry Hunt, the flexible wonder; Billy Oldwell, America's greatest single clarinet player; Clark Good, cornet player, entitled "Prince Montezuma"; Pewee Williams, the wizard trump juggler; the show closes with a funny afterpiece entitled "The Bad Gal from Pinch." Charlie Clark has charge of the stage, assisted by Billy Caldwell. The show is playing to big business through Kansas, and will go into Nebraska next. Will close in Jacksonville, Fla., January 25, for three weeks, then tour all through the Southern states. Sloan Edwards joined us at Almon and is quite an addition to the show with his band solos.	[506, 292, 723, 570]
notice: Additional Stage News on Page Six.	[38, 325, 186, 336]
money-body-2: need not worry about your debts; we will advance you sufficient money to pay them and give you additional money if you need it. You can pay us in small weekly or monthly installments. Extension allowed in case of sickness or other misfortune without extra charge. Liberal rebate is given if account is paid before due. Low rates, easy terms and most courteous treatment. All business held in strict confidence. Write us, call, write or phone us and our representative will call on you.	[1217, 447, 1526, 583]
bicycles-ad	[963, 1780, 1537, 1897]
stat-header: R.	[872, 950, 880, 959]
table-cell: 2	[912, 857, 916, 867]
table-cell: 1	[893, 886, 898, 896]
table-cell: 9	[893, 1059, 898, 1069]
table-row	[736, 937, 953, 947]
brief-item: Elmer Clay has closed with the Richards and Pringle's Minstrels after a four years' engagement, and is spending the time at his home, 365 W. Thirteenth street, Indianapolis, Ind.	[38, 517, 264, 549]
table-cell: 0	[930, 979, 935, 989]
kern-feature: use—Single	[991, 2013, 1064, 2029]
table-cell: 2	[912, 979, 916, 989]
money-company: NATIONAL LOAN CO.,	[1283, 591, 1460, 612]
jack-title: Jack Johnson Buttons	[1264, 1033, 1479, 1056]
table-row	[736, 970, 953, 980]
table-cell: 24	[907, 1059, 916, 1069]
article-headline: O'BRIEN'S MINSTRELS.	[555, 276, 673, 289]
article-text: P. L. Jenkins writes from Newton, Tex.: "We are in the Lone Star State for a few stands and the boys are shaking hands with old-time friends. Chas. E. Roe, after nine consecutive seasons with this company, closed recently, and is now located in Birmingham, Ala., with his family. Mr. Trigle Williams, tenor, was received by his many friends with a warm outburst of enthusiasm at his home, Alexandria, La., recently. Mr. Jas. Wise is scoring nightly, singing "Oh, You Jefries, Oh, You Jim," together with his unique drollery, which is peculiar to himself. Mr. Elwood Johnson has just completed a new overture entitled "The Man of Fuque," dedicated to Mr. C. A. La Cue. We will be seen in print shortly. Robert Miller is slightly ill, but not of a serious nature. Our saxophone quartette is still scoring. Their appearance is hailed with delight at each performance. Elwood Johnson sends regards to P. G. Hordemann and desires to hear from W. Leo. Williams, Chas. Laurendean. We received a new outfit of traps direct from the factory. He sends regards to all. Prof. McCannon wishes to be remembered to the profession. J. R. Norton wishes to hear from John Goodloe at once. Wm. Phillips sends regards to Ike Miller and the bunch, also desires to hear from Wm. Johnson.	[277, 765, 493, 1021]
table-row	[736, 877, 953, 887]
box-summary: Two-base hits—Of Day (1), Green. Struck out—by Williams, 4; by Ecksteine, 3; by Brenton, 4. Bases on balls—off Williams, 2; off Ecklein, 2; off Brenton, 1. Time—1:50. Umpires—Green and Pitts.	[736, 1106, 953, 1150]
table-cell: Chicago Giants	[736, 1084, 790, 1094]
table-cell: 0	[948, 896, 953, 906]
game-note: Briscoe may not hav a good lot of players that will give a good account of themselves in fast company.	[965, 303, 1191, 325]
table-cell: 2	[930, 916, 935, 926]
table-cell: Smith, 2 b.	[736, 999, 775, 1009]
kern-supply: Catalogue Free.	[1402, 2034, 1497, 2051]
table-cell: 0	[875, 926, 880, 936]
globe-theatre-ad	[963, 1388, 1537, 1499]
kern-feature: Raises, Lowers	[991, 1963, 1083, 1980]
game-note: All right, Emory, keep in the game.	[965, 191, 1097, 202]
table-cell: 6	[912, 876, 916, 886]
table-cell: 2 0 0 2 3 1 0 0 x—7	[883, 1084, 953, 1094]
gray-title: EAT AT SAMUEL E. GRAY'S	[1240, 889, 1503, 911]
cornetist-wanted-ad	[963, 1301, 1537, 1384]
table-row	[736, 1020, 953, 1030]
table-cell: 0	[893, 999, 898, 1009]
